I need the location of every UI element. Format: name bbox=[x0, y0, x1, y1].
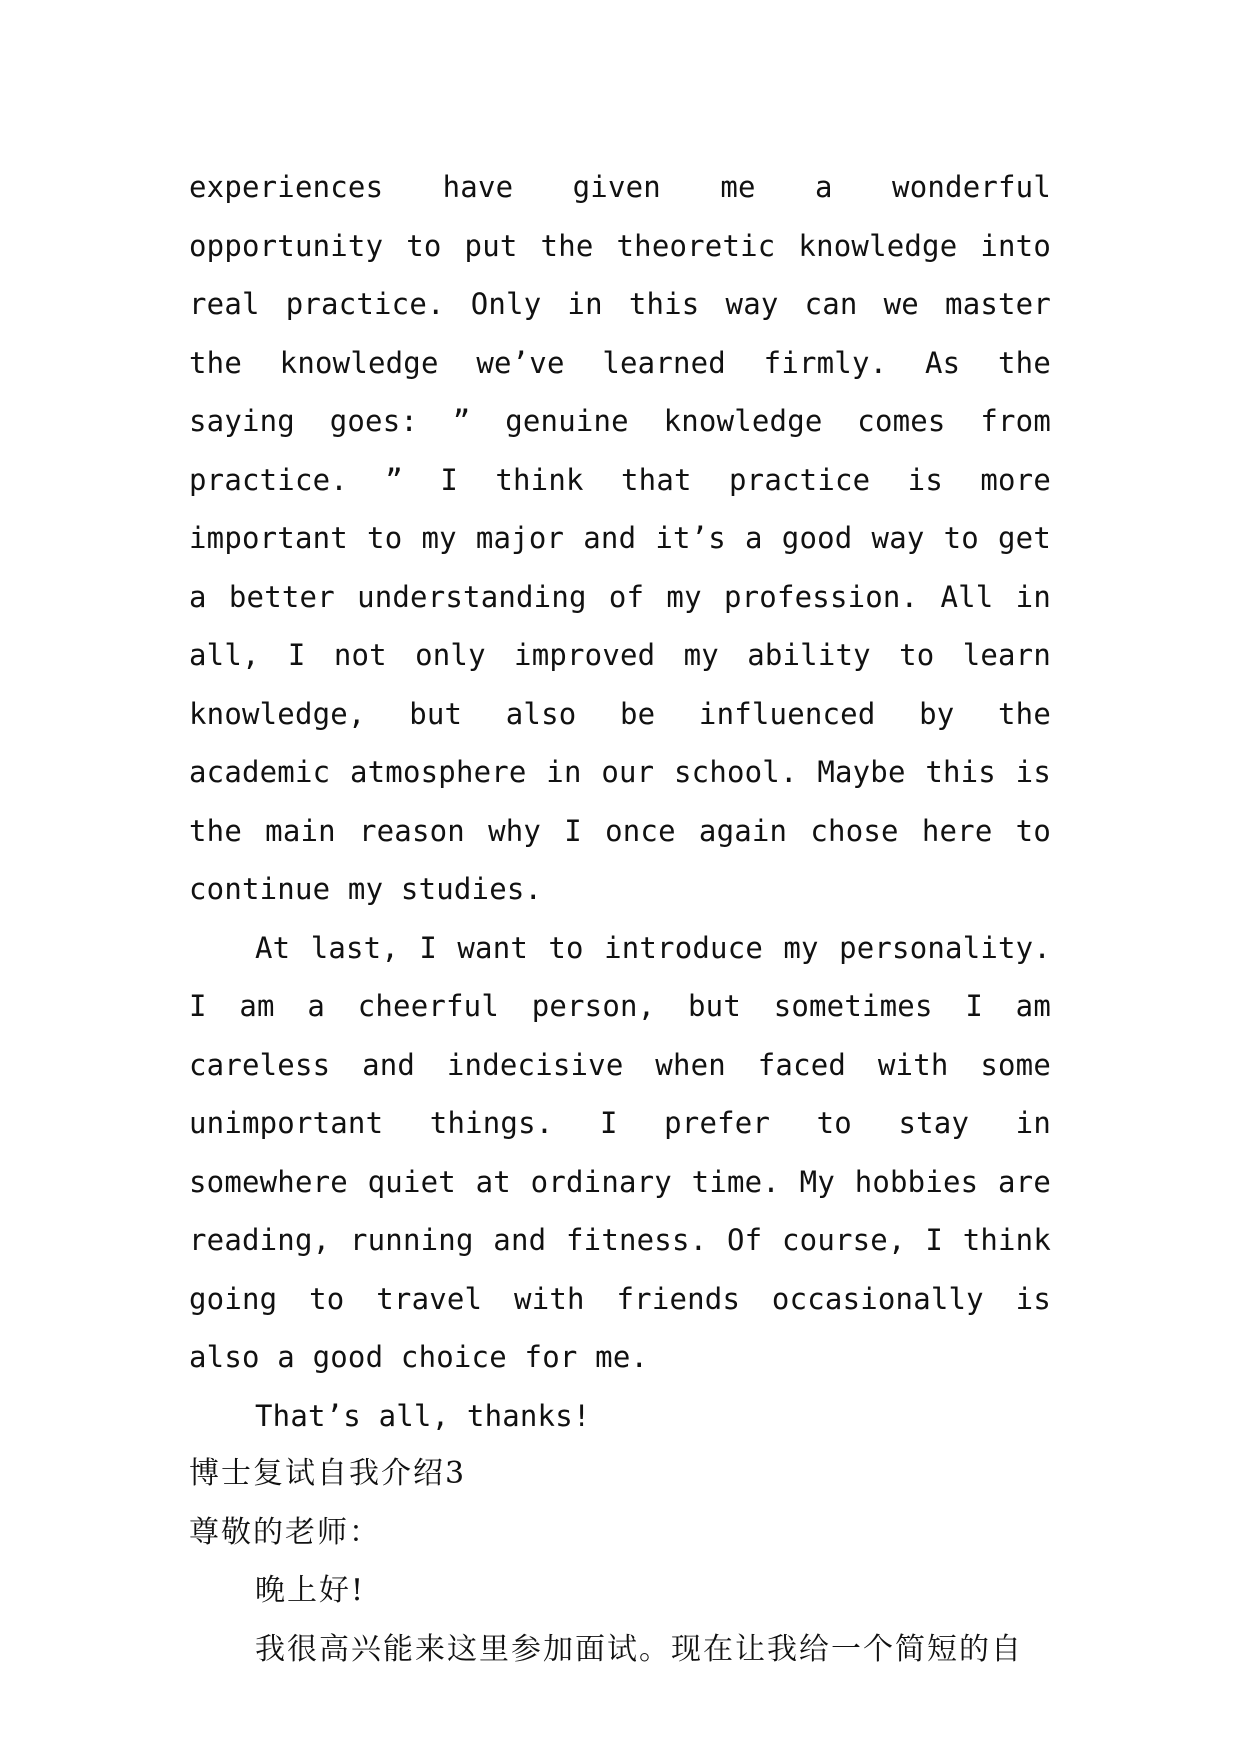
paragraph-experiences: experiences have given me a wonderful opportunity to put the theoretic knowledge into real practice. Only in this way can we master the knowledge we’ve learned firmly. As the saying goes: ” genuine knowledge comes from practice. ” I think that practice is more important to my major and it’s a good way to get a better understanding of my profession. All in all, I not only improved my ability to learn knowledge, but also be influenced by the academic atmosphere in our school. Maybe this is the main reason why I once again chose here to continue my studies. bbox=[189, 170, 1051, 906]
paragraph-closing: That’s all, thanks! bbox=[255, 1398, 591, 1433]
paragraph-personality: At last, I want to introduce my personality. I am a cheerful person, but sometimes I am careless and indecisive when faced with some unimportant things. I prefer to stay in somewhere quiet at ordinary time. My hobbies are reading, running and fitness. Of course, I think going to travel with friends occasionally is also a good choice for me. bbox=[189, 930, 1051, 1374]
opening-line: 我很高兴能来这里参加面试。现在让我给一个简短的自 bbox=[255, 1631, 1023, 1667]
salutation: 尊敬的老师： bbox=[189, 1514, 381, 1550]
section-title: 博士复试自我介绍3 bbox=[189, 1456, 467, 1491]
document-body bbox=[189, 158, 1051, 1679]
greeting: 晚上好! bbox=[255, 1573, 366, 1608]
